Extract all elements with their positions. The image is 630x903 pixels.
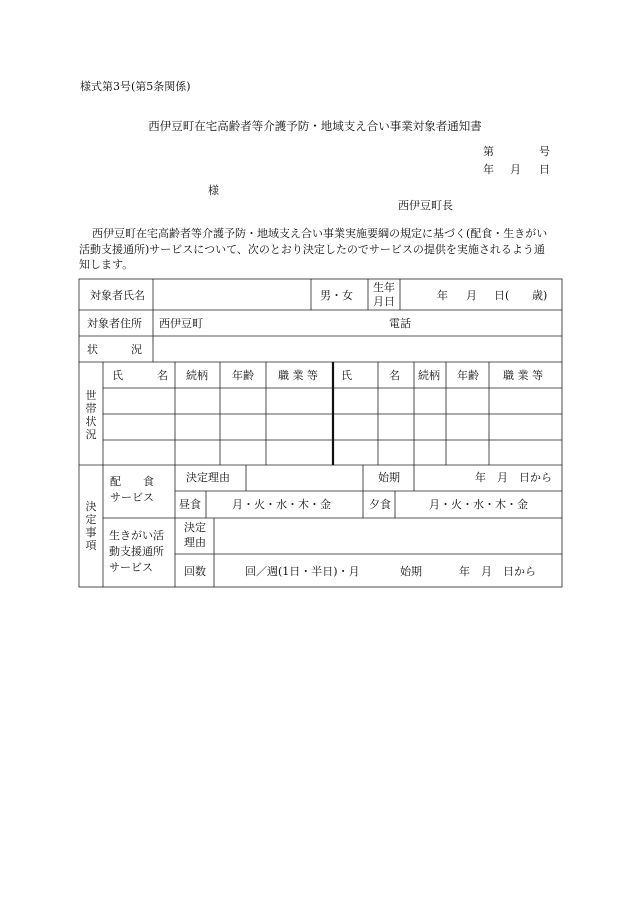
hh-age-header-2: 年齢 bbox=[457, 369, 479, 382]
hh-name-header-2b: 名 bbox=[389, 369, 400, 382]
hh-name-header-1a: 氏 bbox=[112, 369, 123, 382]
lunch-weekdays: 月・火・水・木・金 bbox=[232, 498, 331, 511]
birth-label-2: 月日 bbox=[373, 295, 395, 308]
hh-name-header-2a: 氏 bbox=[341, 369, 352, 382]
decision-label: 決定事項 bbox=[85, 500, 97, 552]
number-prefix: 第 bbox=[483, 145, 494, 158]
ikigai-label-2: 動支援通所 bbox=[109, 545, 164, 558]
address-label: 対象者住所 bbox=[87, 317, 142, 330]
issuer-name: 西伊豆町長 bbox=[398, 199, 453, 212]
birth-month-unit: 月 bbox=[466, 289, 477, 302]
status-label-2: 況 bbox=[131, 343, 142, 356]
gender-options: 男・女 bbox=[320, 289, 353, 302]
ikigai-start-label: 始期 bbox=[400, 565, 422, 578]
age-unit: 歳) bbox=[532, 289, 548, 302]
dinner-label: 夕食 bbox=[369, 498, 391, 511]
birth-day-unit: 日( bbox=[494, 289, 510, 302]
meal-label-2: サービス bbox=[110, 491, 154, 504]
notice-body: 西伊豆町在宅高齢者等介護予防・地域支え合い事業実施要綱の規定に基づく(配食・生きがい活動支援通所)サービスについて、次のとおり決定したのでサービスの提供を実施されるよう通知します。 bbox=[79, 227, 548, 271]
ikigai-start-value: 年 月 日から bbox=[459, 565, 536, 578]
dinner-weekdays: 月・火・水・木・金 bbox=[429, 498, 528, 511]
count-value: 回／週(1日・半日)・月 bbox=[245, 565, 360, 578]
ikigai-reason-label-2: 理由 bbox=[184, 536, 206, 549]
date-month: 月 bbox=[510, 163, 521, 176]
hh-age-header-1: 年齢 bbox=[232, 369, 254, 382]
meal-start-value: 年 月 日から bbox=[475, 471, 552, 484]
ikigai-label-1: 生きがい活 bbox=[109, 529, 164, 542]
lunch-label: 昼食 bbox=[179, 498, 201, 511]
number-suffix: 号 bbox=[539, 145, 550, 158]
form-number: 様式第3号(第5条関係) bbox=[80, 80, 191, 93]
household-label: 世帯状況 bbox=[85, 389, 97, 441]
hh-relation-header-1: 続柄 bbox=[186, 369, 208, 382]
date-day: 日 bbox=[539, 163, 550, 176]
phone-label: 電話 bbox=[389, 317, 411, 330]
count-label: 回数 bbox=[184, 565, 206, 578]
name-label: 対象者氏名 bbox=[90, 289, 145, 302]
hh-job-header-1: 職 業 等 bbox=[278, 369, 318, 382]
hh-relation-header-2: 続柄 bbox=[418, 369, 440, 382]
date-year: 年 bbox=[483, 163, 494, 176]
meal-reason-label: 決定理由 bbox=[186, 471, 230, 484]
ikigai-reason-label-1: 決定 bbox=[184, 521, 206, 534]
birth-label-1: 生年 bbox=[373, 281, 395, 294]
birth-year-unit: 年 bbox=[437, 289, 448, 302]
address-value: 西伊豆町 bbox=[159, 317, 203, 330]
ikigai-label-3: サービス bbox=[109, 561, 153, 574]
meal-start-label: 始期 bbox=[378, 471, 400, 484]
document-title: 西伊豆町在宅高齢者等介護予防・地域支え合い事業対象者通知書 bbox=[148, 119, 482, 133]
hh-job-header-2: 職 業 等 bbox=[503, 369, 543, 382]
hh-name-header-1b: 名 bbox=[157, 369, 168, 382]
meal-label-1: 配 食 bbox=[110, 475, 154, 488]
status-label-1: 状 bbox=[87, 343, 98, 356]
recipient-honorific: 様 bbox=[208, 184, 219, 197]
